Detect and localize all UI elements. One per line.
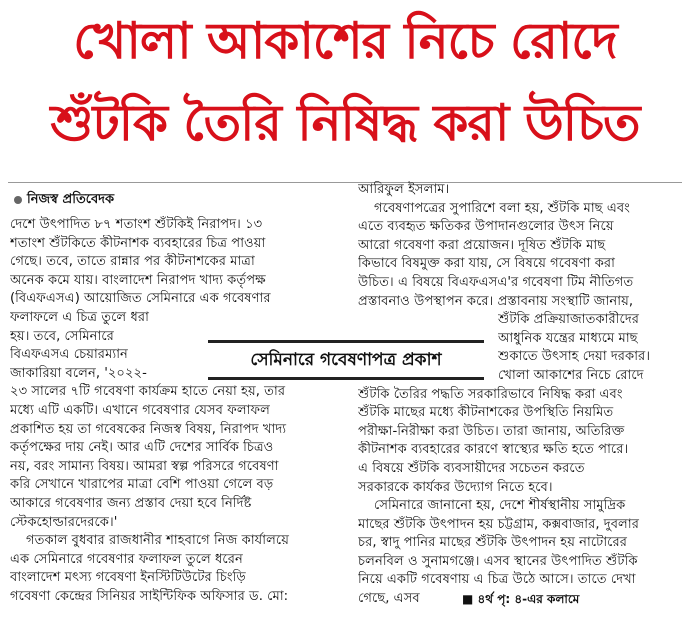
article-line: কীটনাশক ব্যবহারের কারণে স্বাস্থ্যের ক্ষতি হতে পারে। (358, 442, 629, 458)
headline-line-2: শুঁটকি তৈরি নিষিদ্ধ করা উচিত (50, 94, 640, 152)
article-line: ফলাফলে এ চিত্র তুলে ধরা (10, 309, 149, 325)
article-line: নিয়ে একটি গবেষণায় এ চিত্র উঠে আসে। তাতে দেখা (358, 572, 636, 588)
article-line: (বিএফএসএ) আয়োজিত সেমিনারে এক গবেষণার (10, 291, 271, 307)
article-line: শতাংশ শুঁটকিতে কীটনাশক ব্যবহারের চিত্র পাওয়া (10, 235, 266, 251)
article-line: এক সেমিনারে গবেষণার ফলাফল তুলে ধরেন (10, 551, 243, 567)
article-line: বাংলাদেশ মৎস্য গবেষণা ইনস্টিটিউটের চিংড়ি (10, 570, 246, 586)
article-line: আকারে গবেষণার জন্য প্রস্তাব দেয়া হবে নির্দিষ্ট (10, 495, 252, 511)
article-column-left (10, 216, 340, 606)
article-line: ২৩ সালের ৭টি গবেষণা কার্যক্রম হাতে নেয়া হয়, তার (10, 384, 286, 400)
article-line: চলনবিল ও সুনামগঞ্জে। এসব স্থানের উৎপাদিত শুঁটকি (358, 553, 638, 569)
article-line: দেশে উৎপাদিত ৮৭ শতাংশ শুঁটকিই নিরাপদ। ১৩ (10, 217, 263, 232)
article-line: কিভাবে বিষমুক্ত করা যায়, সে বিষয়ে গবেষণা করা (358, 256, 616, 272)
article-line: আধুনিক যন্ত্রের মাধ্যমে মাছ (498, 330, 638, 346)
article-line: সেমিনারে জানানো হয়, দেশে শীর্ষস্থানীয় সামুদ্রিক (374, 498, 626, 514)
article-line: প্রকাশিত হয় তা গবেষকের নিজস্ব বিষয়, নিরাপদ খাদ্য (10, 421, 287, 437)
article-line: চর, স্বাদু পানির মাছের শুঁটকি উৎপাদন হয় নাটোরের (358, 535, 627, 551)
article-line: এতে ব্যবহৃত ক্ষতিকর উপাদানগুলোর উৎস নিয়ে (358, 219, 614, 235)
article-line: অনেক কমে যায়। বাংলাদেশ নিরাপদ খাদ্য কর্তৃপক্ষ (10, 272, 266, 288)
article-line: করি সেখানে খারাপের মাত্রা বেশি পাওয়া গেলে বড় (10, 477, 274, 493)
article-line: খোলা আকাশের নিচে রোদে (498, 367, 644, 383)
article-line: গেছে। তবে, তাতে রান্নার পর কীটনাশকের মাত্রা (10, 254, 255, 270)
bullet-icon (14, 196, 22, 204)
article-line: হয়। তবে, সেমিনারে (10, 328, 114, 344)
byline-text: নিজস্ব প্রতিবেদক (27, 192, 115, 207)
article-line: আরিফুল ইসলাম। (358, 182, 450, 197)
article-line: নয়, বরং সামান্য বিষয়। আমরা স্বল্প পরিসরে গবেষণা (10, 458, 279, 474)
article-line: গতকাল বুধবার রাজধানীর শাহবাগে নিজ কার্যালয়ে (26, 533, 289, 549)
article-line: শুকাতে উৎসাহ দেয়া দরকার। (498, 349, 651, 365)
article-line: সরকারকে কার্যকর উদ্যোগ নিতে হবে। (358, 479, 553, 495)
article-line: গবেষণাপত্রের সুপারিশে বলা হয়, শুঁটকি মাছ এবং (374, 200, 630, 216)
article-line: এ বিষয়ে শুঁটকি ব্যবসায়ীদের সচেতন করতে (358, 460, 585, 476)
article-line: শুঁটকি মাছের মধ্যে কীটনাশকের উপস্থিতি নিয়মিত (358, 405, 614, 421)
article-line: বিএফএসএ চেয়ারম্যান (10, 347, 128, 363)
article-column-right (358, 181, 678, 609)
byline (14, 190, 114, 211)
article-line: প্রস্তাবনাও উপস্থাপন করে। প্রস্তাবনায় সংস্থাটি জানায়, (358, 293, 634, 309)
article-line: শুঁটকি তৈরির পদ্ধতি সরকারিভাবে নিষিদ্ধ করা এবং (358, 386, 623, 402)
article-line: মাছের শুঁটকি উৎপাদন হয় চট্টগ্রাম, কক্সবাজার, দুবলার (358, 516, 639, 532)
article-line: গেছে, এসব (358, 591, 420, 607)
jump-reference: ■ ৪র্থ পৃ: ৪-এর কলামে (462, 592, 580, 607)
headline-line-1: খোলা আকাশের নিচে রোদে (73, 12, 617, 70)
article-line: গবেষণা কেন্দ্রের সিনিয়র সাইন্টিফিক অফিসার ড. মো: (10, 588, 289, 604)
article-line: জাকারিয়া বলেন, '২০২২- (10, 365, 147, 381)
article-line: স্টেকহোল্ডারদেরকে।' (10, 514, 118, 530)
article-line: আরো গবেষণা করা প্রয়োজন। দূষিত শুঁটকি মাছ (358, 237, 606, 253)
pullquote: সেমিনারে গবেষণাপত্র প্রকাশ (208, 340, 484, 380)
article-line: কর্তৃপক্ষের দায় নেই। আর এটি দেশের সার্বিক চিত্রও (10, 440, 274, 456)
article-line: মধ্যে এটি একটি। এখানে গবেষণার যেসব ফলাফল (10, 402, 270, 418)
article-line: পরীক্ষা-নিরীক্ষা করা উচিত। তারা জানায়, অতিরিক্ত (358, 423, 625, 439)
article-line: শুঁটকি প্রক্রিয়াজাতকারীদের (498, 312, 640, 328)
article-line: উচিত। এ বিষয়ে বিএফএসএ'র গবেষণা টিম নীতিগত (358, 274, 634, 290)
